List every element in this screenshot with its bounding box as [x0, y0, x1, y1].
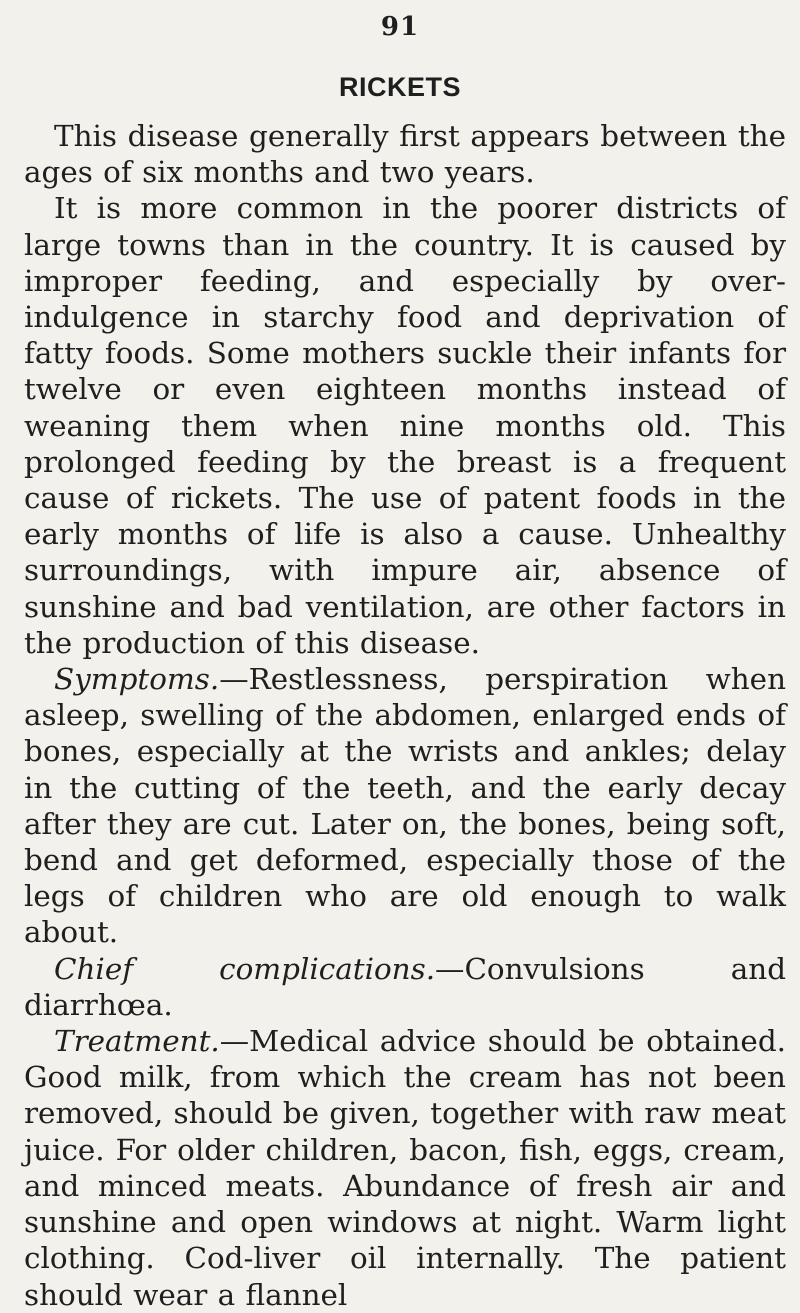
paragraph-text: —Convulsions and diarrhœa. — [24, 951, 787, 1022]
paragraph-intro — [24, 118, 786, 190]
page-number: 91 — [380, 12, 420, 42]
paragraph-text: —Medical advice should be obtained. Good milk, from which the cream has not been removed, should be given, together with raw meat juice. For older children, bacon, fish, eggs, cream, and minced meats. Abundance of fresh air and sunshine and open windows at night. Warm light clothing. Cod-liver oil internally. The patient should wear a flannel — [24, 1024, 786, 1312]
complications-heading: Chief complications. — [54, 951, 436, 986]
paragraph-causes — [24, 190, 786, 661]
paragraph-text: This disease generally first appears between the ages of six months and two years. — [24, 119, 786, 190]
paragraph-text: It is more common in the poorer districts of large towns than in the country. It is caused by improper feeding, and especially by over-indulgence in starchy food and deprivation of fatty foods. Some mothers suckle their infants for twelve or even eighteen months instead of weaning them when nine months old. This prolonged feeding by the breast is a frequent cause of rickets. The use of patent foods in the early months of life is also a cause. Unhealthy surroundings, with impure air, absence of sunshine and bad ventilation, are other factors in the production of this disease. — [24, 191, 786, 660]
body-text — [24, 118, 786, 1313]
paragraph-text: —Restlessness, perspiration when asleep, swelling of the abdomen, enlarged ends of bones, especially at the wrists and ankles; delay in the cutting of the teeth, and the early decay after they are cut. Later on, the bones, being soft, bend and get deformed, especially those of the legs of children who are old enough to walk about. — [24, 662, 786, 950]
paragraph-complications — [24, 951, 786, 1023]
section-title: RICKETS — [338, 72, 461, 102]
paragraph-treatment — [24, 1023, 786, 1313]
symptoms-heading: Symptoms. — [54, 662, 220, 697]
treatment-heading: Treatment. — [54, 1024, 220, 1059]
paragraph-symptoms — [24, 661, 786, 951]
